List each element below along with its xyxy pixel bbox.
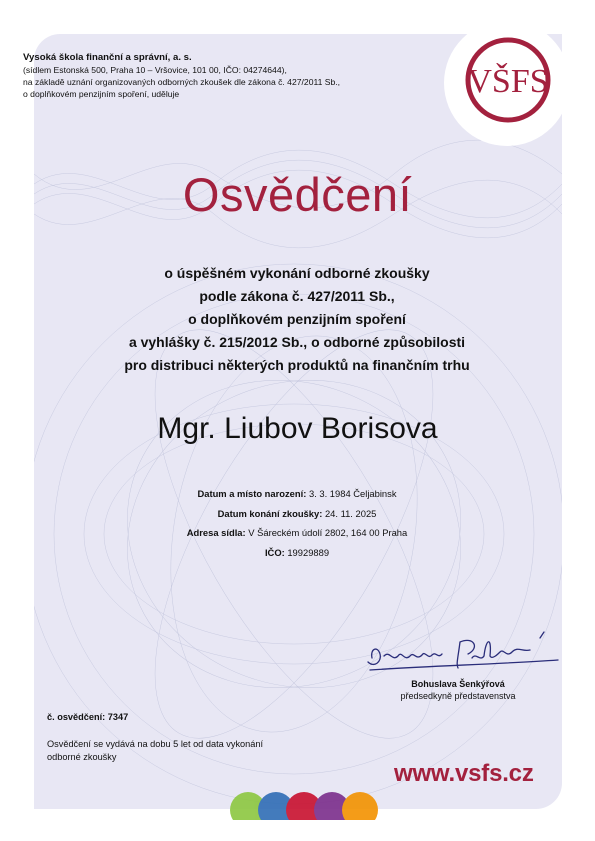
address-value: V Šáreckém údolí 2802, 164 00 Praha	[248, 527, 408, 538]
subtitle-line-3: o doplňkovém penzijním spoření	[188, 311, 406, 327]
ico-row	[92, 543, 502, 563]
address-row	[92, 523, 502, 543]
exam-value: 24. 11. 2025	[324, 507, 377, 519]
birth-label: Datum a místo narození:	[197, 488, 307, 499]
vsfs-logo	[464, 36, 552, 124]
exam-label: Datum konání zkoušky:	[217, 507, 323, 519]
ico-label: IČO:	[264, 546, 285, 558]
birth-row	[92, 484, 502, 504]
logo-text: VŠFS	[467, 63, 549, 100]
signer-role: předsedkyně představenstva	[400, 691, 516, 701]
certificate-subtitle	[92, 262, 502, 377]
orange-circle	[342, 792, 378, 820]
validity-line-1: Osvědčení se vydává na dobu 5 let od data vykonání	[47, 739, 264, 749]
holder-name: Mgr. Liubov Borisova	[157, 412, 438, 445]
signer-name: Bohuslava Šenkýřová	[411, 679, 505, 689]
ico-value: 19929889	[287, 546, 330, 558]
birth-value: 3. 3. 1984 Čeljabinsk	[308, 488, 397, 499]
certificate-number: č. osvědčení: 7347	[47, 712, 129, 722]
handwritten-signature	[340, 628, 560, 678]
issuer-basis: na základě uznání organizovaných odborných zkoušek dle zákona č. 427/2011 Sb.,	[23, 77, 341, 87]
signer-block	[378, 678, 538, 702]
certificate-title: Osvědčení	[182, 168, 413, 221]
validity-note	[47, 738, 347, 764]
issuer-name: Vysoká škola finanční a správní, a. s.	[23, 52, 192, 63]
website-link[interactable]: www.vsfs.cz	[394, 760, 534, 787]
subtitle-line-5: pro distribuci některých produktů na finančním trhu	[124, 357, 470, 373]
issuer-block	[23, 52, 423, 100]
subtitle-line-2: podle zákona č. 427/2011 Sb.,	[199, 288, 395, 304]
issuer-address: (sídlem Estonská 500, Praha 10 – Vršovice, 101 00, IČO: 04274644),	[23, 65, 287, 75]
issuer-basis-2: o doplňkovém penzijním spoření, uděluje	[23, 89, 180, 99]
subtitle-line-4: a vyhlášky č. 215/2012 Sb., o odborné způsobilosti	[128, 334, 466, 350]
validity-line-2: odborné zkoušky	[47, 752, 117, 762]
exam-row	[92, 504, 502, 524]
subtitle-line-1: o úspěšném vykonání odborné zkoušky	[164, 265, 430, 281]
address-label: Adresa sídla:	[186, 527, 246, 538]
decorative-circles	[228, 786, 388, 820]
holder-details	[92, 484, 502, 562]
